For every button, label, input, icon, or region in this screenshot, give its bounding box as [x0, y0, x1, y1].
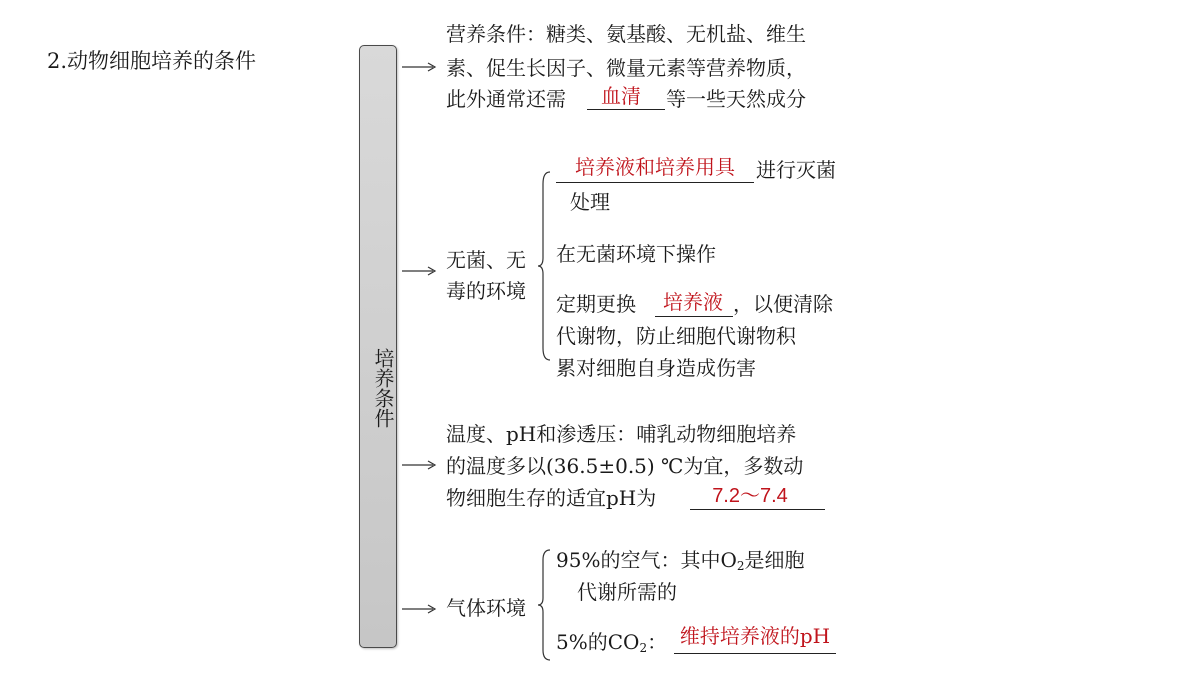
sterile-item1-line-2: 处理: [570, 190, 610, 214]
gas-brace: [537, 548, 551, 662]
sterile-label-line-2: 毒的环境: [446, 279, 526, 303]
temperature-answer: 7.2～7.4: [712, 485, 788, 507]
gas-item2-prefix: 5%的$CO_2$：: [556, 630, 668, 655]
sterile-item3-line-3: 累对细胞自身造成伤害: [556, 356, 756, 380]
sterile-item3-answer: 培养液: [663, 290, 723, 314]
arrow-temperature: [401, 459, 437, 471]
arrow-nutrition: [401, 61, 437, 73]
nutrition-blank: [587, 109, 665, 110]
temperature-blank: [690, 509, 825, 510]
nutrition-line-3-prefix: 此外通常还需: [446, 87, 566, 111]
sterile-brace: [537, 170, 551, 362]
page-title: 2.动物细胞培养的条件: [47, 49, 257, 73]
conditions-pillar: [359, 45, 397, 648]
arrow-sterile: [401, 265, 437, 277]
nutrition-answer: 血清: [601, 84, 641, 108]
nutrition-line-2: 素、促生长因子、微量元素等营养物质，: [446, 56, 806, 80]
sterile-item2: 在无菌环境下操作: [556, 242, 716, 266]
sterile-item3-suffix: ，以便清除: [733, 292, 833, 316]
nutrition-line-1: 营养条件：糖类、氨基酸、无机盐、维生: [446, 22, 806, 46]
sterile-item3-prefix: 定期更换: [556, 292, 636, 316]
sterile-item1-blank: [556, 182, 754, 183]
sterile-item1-answer: 培养液和培养用具: [575, 155, 735, 179]
nutrition-line-3-suffix: 等一些天然成分: [666, 87, 806, 111]
gas-item2-answer: 维持培养液的pH: [679, 624, 831, 648]
temperature-line-3-prefix: 物细胞生存的适宜pH为: [446, 486, 657, 510]
sterile-label-line-1: 无菌、无: [446, 248, 526, 272]
gas-item1-line-2: 代谢所需的: [577, 580, 677, 604]
pillar-label: 培养条件: [371, 348, 395, 428]
gas-item2-blank: [674, 653, 836, 654]
sterile-item3-blank: [655, 316, 733, 317]
sterile-item3-line-2: 代谢物，防止细胞代谢物积: [556, 324, 796, 348]
temperature-line-2: 的温度多以(36.5±0.5) ℃为宜，多数动: [446, 454, 804, 478]
sterile-item1-suffix: 进行灭菌: [756, 158, 836, 182]
arrow-gas: [401, 603, 437, 615]
gas-item1-line-1: 95%的空气：其中$O_2$是细胞: [556, 548, 805, 573]
temperature-line-1: 温度、pH和渗透压：哺乳动物细胞培养: [446, 422, 797, 446]
gas-label: 气体环境: [446, 596, 526, 620]
